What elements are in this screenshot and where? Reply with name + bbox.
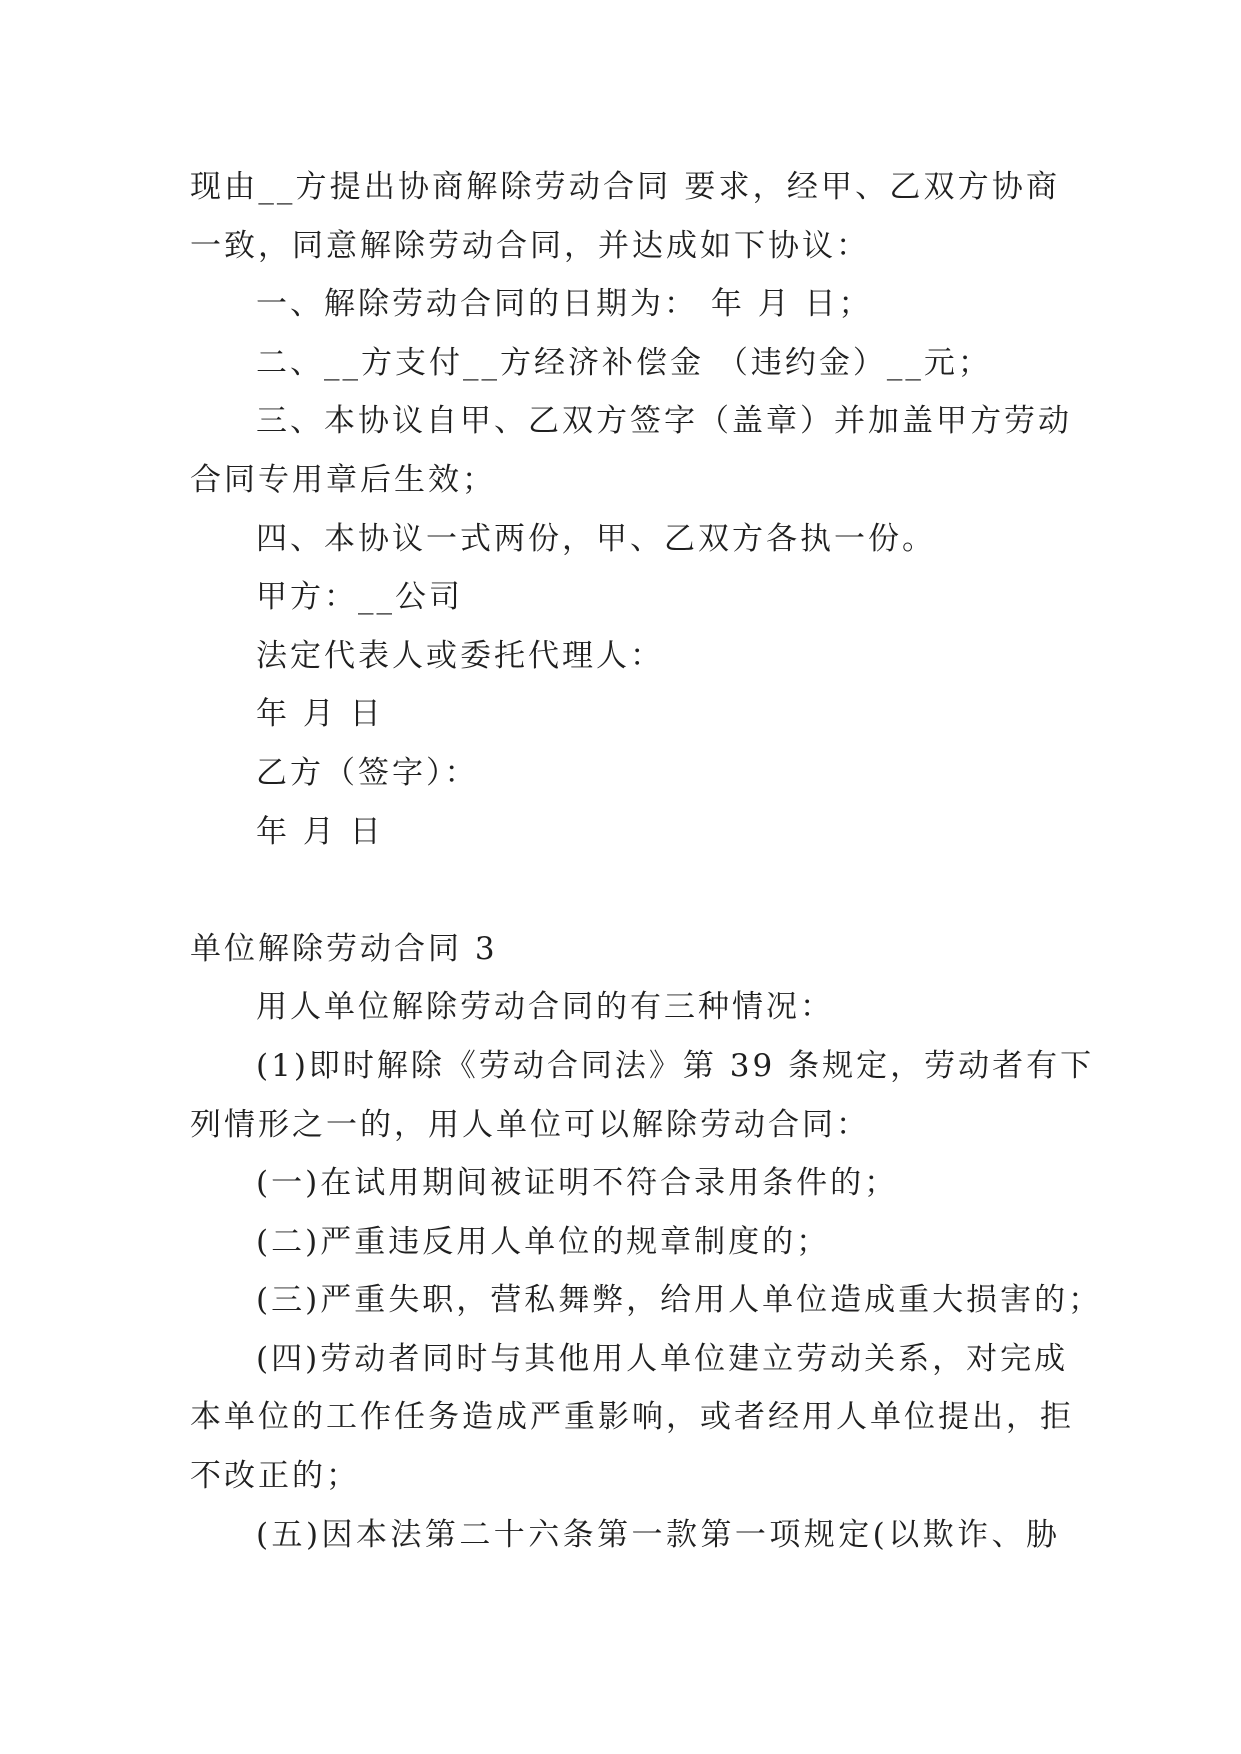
- section-title: 单位解除劳动合同 3: [190, 930, 498, 967]
- legal-representative-line: 法定代表人或委托代理人：: [256, 637, 664, 674]
- paragraph-line: 现由__方提出协商解除劳动合同 要求，经甲、乙双方协商: [190, 169, 1060, 205]
- agreement-clause-3: 三、本协议自甲、乙双方签字（盖章）并加盖甲方劳动: [256, 403, 1072, 440]
- section-intro: 用人单位解除劳动合同的有三种情况：: [256, 989, 834, 1026]
- list-item: (一)在试用期间被证明不符合录用条件的；: [256, 1165, 899, 1202]
- list-item: (五)因本法第二十六条第一款第一项规定(以欺诈、胁: [256, 1516, 1060, 1553]
- party-b-signature-line: 乙方（签字）：: [256, 754, 479, 791]
- party-b-date-line: 年 月 日: [256, 813, 384, 850]
- paragraph-line: 列情形之一的，用人单位可以解除劳动合同：: [190, 1106, 870, 1143]
- agreement-clause-4: 四、本协议一式两份，甲、乙双方各执一份。: [256, 520, 936, 557]
- party-a-line: 甲方：__公司: [256, 579, 463, 616]
- agreement-clause-2: 二、__方支付__方经济补偿金 （违约金）__元；: [256, 344, 992, 381]
- list-item: (四)劳动者同时与其他用人单位建立劳动关系，对完成: [256, 1340, 1069, 1377]
- agreement-clause-1: 一、解除劳动合同的日期为： 年 月 日；: [256, 286, 873, 323]
- paragraph-line: (1)即时解除《劳动合同法》第 39 条规定，劳动者有下: [256, 1047, 1095, 1084]
- paragraph-line: 一致，同意解除劳动合同，并达成如下协议：: [190, 227, 870, 264]
- document-body: [190, 158, 1103, 1564]
- section-spacer: [190, 861, 1060, 920]
- paragraph-line: 合同专用章后生效；: [190, 461, 496, 498]
- list-item: (二)严重违反用人单位的规章制度的；: [256, 1223, 831, 1260]
- paragraph-line: 本单位的工作任务造成严重影响，或者经用人单位提出，拒: [190, 1399, 1074, 1436]
- party-a-date-line: 年 月 日: [256, 696, 384, 733]
- paragraph-line: 不改正的；: [190, 1458, 360, 1495]
- list-item: (三)严重失职，营私舞弊，给用人单位造成重大损害的；: [256, 1282, 1103, 1319]
